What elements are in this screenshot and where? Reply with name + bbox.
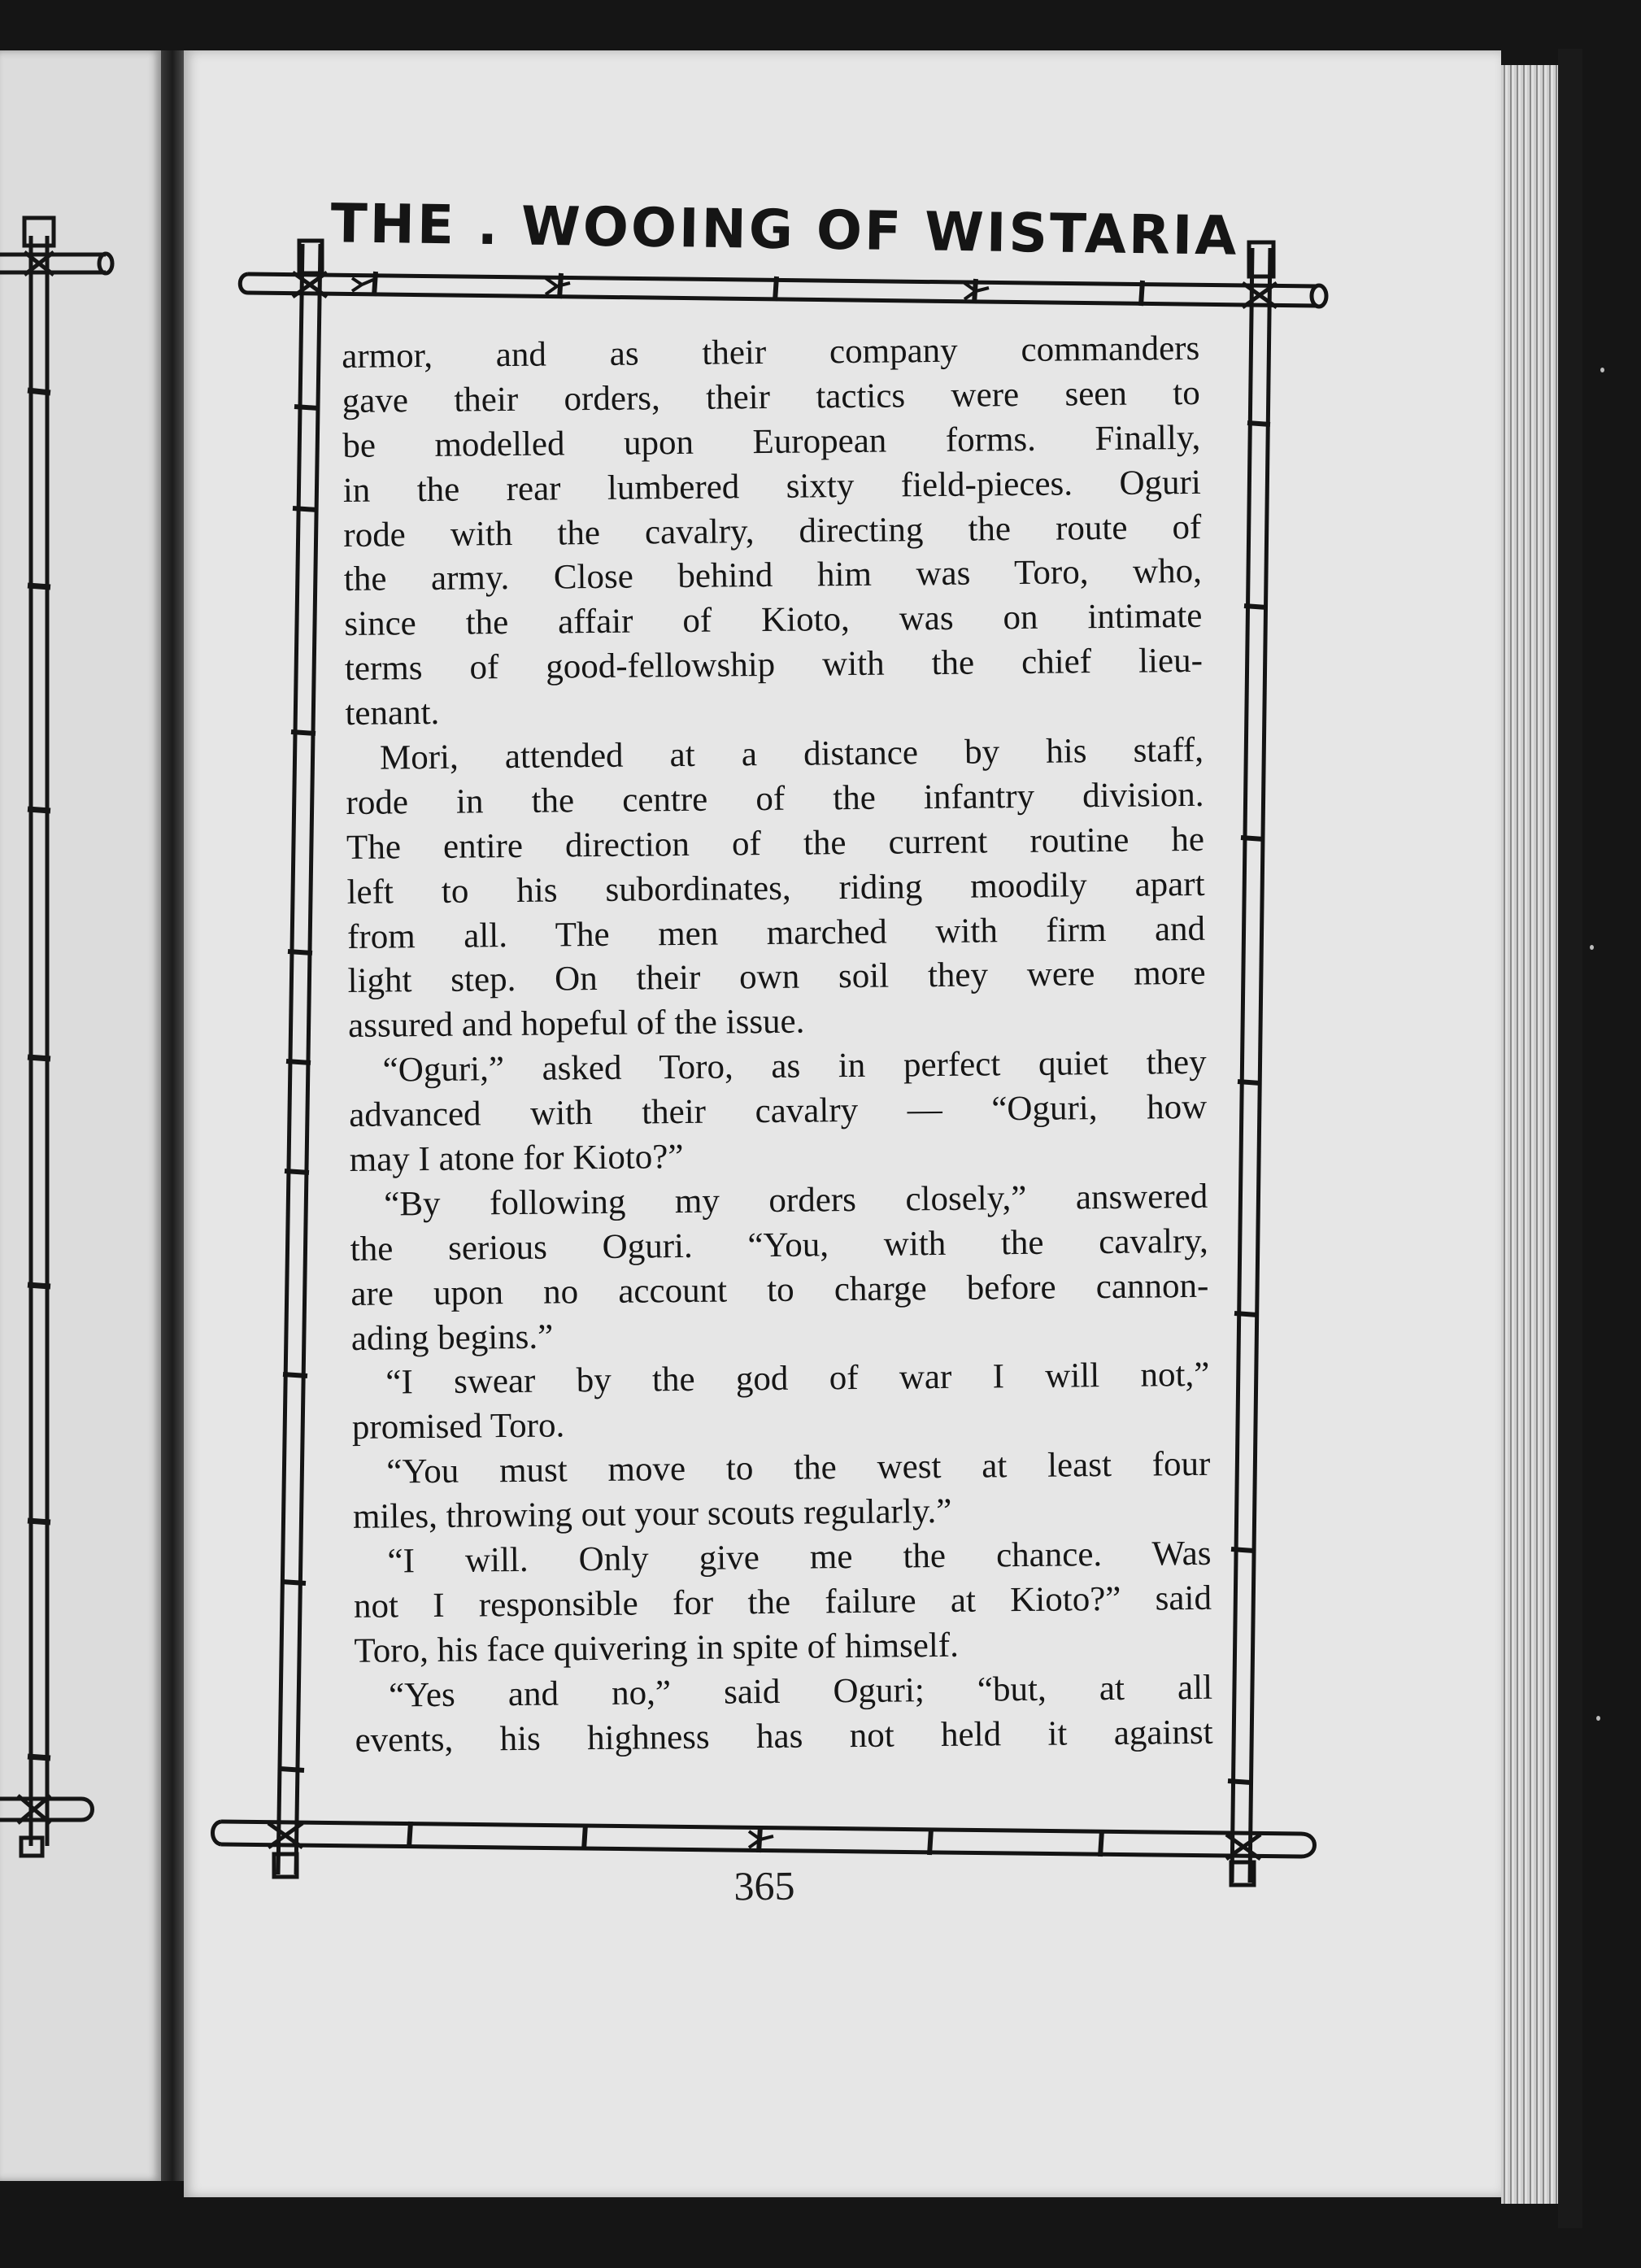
text-line: advanced with their cavalry — “Oguri, how	[348, 1087, 1208, 1135]
text-line: “By following my orders closely,” answered	[384, 1177, 1208, 1224]
text-line: since the affair of Kioto, was on intimate	[344, 597, 1203, 644]
running-title: THE . WOOING OF WISTARIA	[330, 191, 1239, 268]
text-line: terms of good-fellowship with the chief lieu-	[344, 642, 1204, 689]
text-line: the army. Close behind him was Toro, who,	[343, 552, 1203, 599]
text-line: “You must move to the west at least four	[386, 1445, 1211, 1491]
text-line: in the rear lumbered sixty field-pieces. Oguri	[342, 463, 1202, 510]
text-line: ading begins.”	[350, 1317, 554, 1358]
text-line: are upon no account to charge before cannon-	[350, 1266, 1209, 1313]
text-line: not I responsible for the failure at Kioto?” said	[353, 1578, 1212, 1626]
text-line: The entire direction of the current routine he	[346, 820, 1205, 867]
text-line: “Yes and no,” said Oguri; “but, at all	[388, 1668, 1213, 1715]
text-line: light step. On their own soil they were more	[347, 954, 1206, 1001]
text-line: rode in the centre of the infantry division.	[346, 775, 1204, 822]
text-line: gave their orders, their tactics were seen to	[342, 373, 1200, 420]
text-line: “Oguri,” asked Toro, as in perfect quiet they	[382, 1043, 1207, 1090]
text-line: assured and hopeful of the issue.	[347, 1002, 805, 1046]
text-line: armor, and as their company commanders	[342, 329, 1200, 376]
text-line: Mori, attended at a distance by his staff,	[379, 730, 1204, 777]
text-line: may I atone for Kioto?”	[349, 1138, 684, 1179]
text-line: promised Toro.	[351, 1406, 565, 1447]
text-line: tenant.	[345, 693, 440, 734]
text-line: “I will. Only give me the chance. Was	[387, 1534, 1212, 1581]
text-line: miles, throwing out your scouts regularly.”	[352, 1492, 952, 1537]
page-number: 365	[733, 1862, 795, 1909]
text-line: Toro, his face quivering in spite of himself.	[354, 1626, 960, 1670]
text-line: the serious Oguri. “You, with the cavalry,	[350, 1221, 1208, 1269]
text-line: from all. The men marched with firm and	[346, 909, 1206, 956]
page-text	[342, 327, 1213, 1764]
text-line: events, his highness has not held it against	[355, 1713, 1213, 1760]
text-line: be modelled upon European forms. Finally,	[342, 418, 1201, 465]
text-line: left to his subordinates, riding moodily apart	[346, 864, 1205, 912]
text-line: rode with the cavalry, directing the route of	[343, 507, 1202, 555]
text-line: “I swear by the god of war I will not,”	[385, 1356, 1210, 1403]
